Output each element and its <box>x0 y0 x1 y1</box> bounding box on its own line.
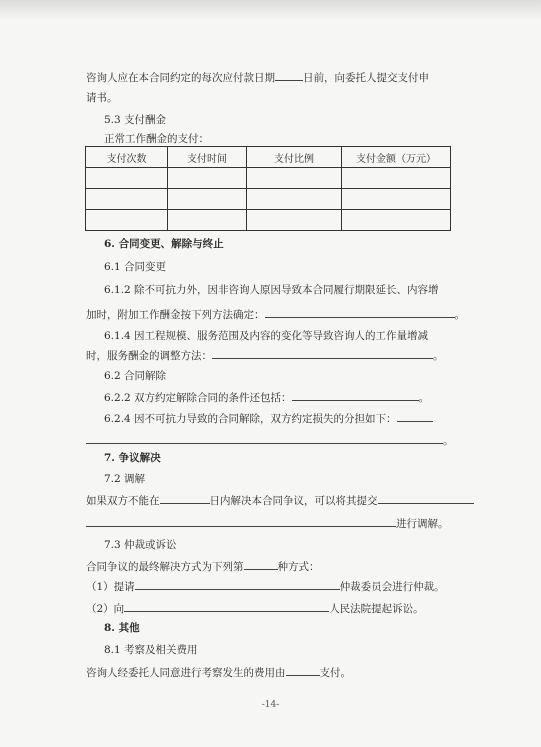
section-6-1-title: 6.1 合同变更 <box>104 261 167 273</box>
table-row <box>86 168 451 189</box>
blank-field <box>160 492 210 504</box>
table-cell <box>168 168 247 189</box>
blank-field <box>265 306 455 318</box>
table-row <box>86 210 451 231</box>
clause-6-1-4-line1: 6.1.4 因工程规模、服务范围及内容的变化等导致咨询人的工作量增减 <box>104 330 429 342</box>
clause-8-1: 咨询人经委托人同意进行考察发生的费用由 支付。 <box>86 664 351 680</box>
table-cell <box>342 210 451 231</box>
blank-field <box>212 347 433 359</box>
blank-field <box>286 664 320 676</box>
clause-6-2-2: 6.2.2 双方约定解除合同的条件还包括： 。 <box>104 389 429 405</box>
clause-6-2-4: 6.2.4 因不可抗力导致的合同解除，双方约定损失的分担如下： <box>104 410 433 426</box>
table-header-cell: 支付比例 <box>247 147 342 168</box>
clause-7-3-option2: （2）向 人民法院提起诉讼。 <box>86 600 424 616</box>
clause-7-2-line1: 如果双方不能在 日内解决本合同争议，可以将其提交 <box>86 492 474 508</box>
clause-7-3-line1: 合同争议的最终解决方式为下列第 种方式： <box>86 558 320 574</box>
section-6-heading: 6. 合同变更、解除与终止 <box>104 238 224 250</box>
blank-field <box>397 410 433 422</box>
section-5-3-subtitle: 正常工作酬金的支付： <box>104 133 209 145</box>
clause-6-1-2-line1: 6.1.2 除不可抗力外，因非咨询人原因导致本合同履行期限延长、内容增 <box>104 284 439 296</box>
table-header-cell: 支付时间 <box>168 147 247 168</box>
page-number: -14- <box>261 700 280 710</box>
table-cell <box>86 189 168 210</box>
blank-field <box>124 600 329 612</box>
blank-field <box>135 578 340 590</box>
clause-7-2-line2: 进行调解。 <box>86 515 449 531</box>
table-header-cell: 支付次数 <box>86 147 168 168</box>
blank-field <box>244 558 278 570</box>
blank-field <box>86 432 443 444</box>
section-7-2-title: 7.2 调解 <box>104 473 146 485</box>
section-7-3-title: 7.3 仲裁或诉讼 <box>104 539 177 551</box>
table-row <box>86 189 451 210</box>
scan-top-shadow <box>0 0 541 20</box>
clause-6-1-2-line2: 加时，附加工作酬金按下列方法确定： 。 <box>86 306 465 322</box>
table-cell <box>168 189 247 210</box>
blank-field <box>378 492 474 504</box>
section-8-1-title: 8.1 考察及相关费用 <box>104 644 198 656</box>
table-header-cell: 支付金额（万元） <box>342 147 451 168</box>
table-header-row <box>86 147 451 168</box>
table-cell <box>342 168 451 189</box>
section-5-3-title: 5.3 支付酬金 <box>104 114 167 126</box>
payment-table <box>85 146 451 231</box>
table-cell <box>247 189 342 210</box>
table-cell <box>86 210 168 231</box>
blank-field <box>292 389 419 401</box>
table-cell <box>342 189 451 210</box>
clause-6-1-4-line2: 时，服务酬金的调整方法： 。 <box>86 347 444 363</box>
table-cell <box>168 210 247 231</box>
clause-5-2-line1: 咨询人应在本合同约定的每次应付款日期 日前，向委托人提交支付申 <box>86 69 429 85</box>
table-cell <box>247 210 342 231</box>
blank-field <box>86 515 396 527</box>
section-6-2-title: 6.2 合同解除 <box>104 370 167 382</box>
clause-5-2-line2: 请书。 <box>86 92 118 104</box>
section-8-heading: 8. 其他 <box>104 622 140 634</box>
table-cell <box>86 168 168 189</box>
clause-6-2-4-cont: 。 <box>86 432 454 448</box>
section-7-heading: 7. 争议解决 <box>104 452 161 464</box>
table-cell <box>247 168 342 189</box>
clause-7-3-option1: （1）提请 仲裁委员会进行仲裁。 <box>86 578 445 594</box>
